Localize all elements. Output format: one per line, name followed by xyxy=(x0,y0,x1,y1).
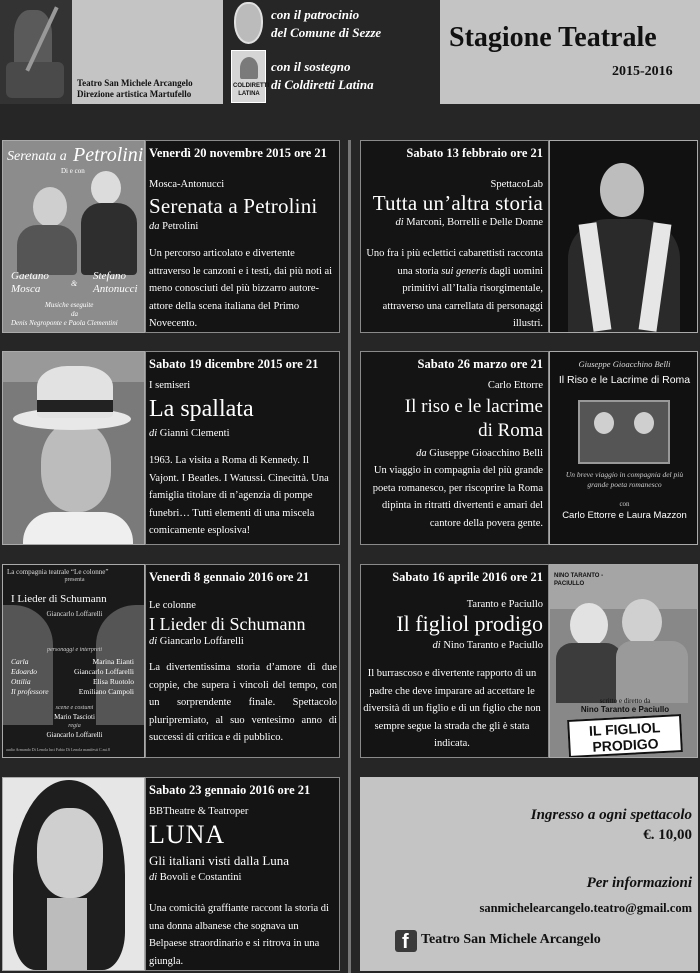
show-description: Una comicità graffiante raccont la storia di una donna albanese che sognava un Belpaese straordinario e si ritrova in una giungla. xyxy=(149,903,329,967)
show-description: Un percorso articolato e divertente attraverso le canzoni e i testi, dai più noti ai meno conosciuti del più bizzarro autore-attore della scena italiana del Primo Novecento. xyxy=(149,248,333,330)
entry-label: Ingresso a ogni spettacolo xyxy=(530,807,692,823)
info-box xyxy=(360,777,698,971)
show-panel-il-figliol-prodigo xyxy=(360,564,549,758)
show-description: Un viaggio in compagnia del più grande poeta romanesco, per riscoprire la Roma dipinta in ritratti divertenti e amari del cantore della povera gente. xyxy=(372,465,543,529)
support-line-1: con il sostegno xyxy=(271,59,351,74)
lieder-di-schumann-poster: La compagnia teatrale “Le colonne” presenta I Lieder di Schumann Giancarlo Loffarelli personaggi e interpreti Carla Edoardo Ottilia Il professore Marina Eianti Giancarlo Loffarelli Elisa Ruotolo Emiliano Campoli scene e costumi Mario Tascioti regia Giancarlo Loffarelli audio Armando Di Lenola luci Fabio Di Lenola manifesti C.mi.8 xyxy=(2,564,145,758)
show-author: di Marconi, Borrelli e Delle Donne xyxy=(395,217,543,228)
show-description: Il burrascoso e divertente rapporto di un padre che deve imparare ad accettare le diversità di un figlio e di un figlio che non sempre segue la strada che gli è stata indicata. xyxy=(363,668,541,750)
show-panel-il-riso-e-le-lacrime xyxy=(360,351,549,545)
sezze-coat-of-arms-icon xyxy=(234,2,263,44)
show-title: LUNA xyxy=(149,820,226,849)
column-divider xyxy=(348,140,351,973)
petrolini-poster: Serenata a Petrolini Di e con Gaetano Mosca & Stefano Antonucci Musiche eseguite da Denis Negroponte e Paola Clementini xyxy=(2,140,145,333)
show-title: Serenata a Petrolini xyxy=(149,194,318,218)
show-author: da Giuseppe Gioacchino Belli xyxy=(416,448,543,459)
show-producer: I semiseri xyxy=(149,380,191,391)
show-date: Sabato 16 aprile 2016 ore 21 xyxy=(392,570,543,584)
show-panel-tutta-un-altra-storia xyxy=(360,140,549,333)
il-figliol-prodigo-poster: NINO TARANTO - PACIULLO scritto e diretto da Nino Taranto e Paciullo IL FIGLIOL PRODIGO xyxy=(549,564,698,758)
show-producer: BBTheatre & Teatroper xyxy=(149,806,249,817)
show-panel-petrolini xyxy=(145,140,340,333)
show-title: I Lieder di Schumann xyxy=(149,614,306,634)
show-date: Sabato 19 dicembre 2015 ore 21 xyxy=(149,357,319,371)
show-description: La divertentissima storia d’amore di due coppie, che supera i vincoli del tempo, con un sorprendente finale. Spettacolo pluripremiato, al suo ventesimo anno di successi di critica e di pubblico. xyxy=(149,662,337,744)
contact-email[interactable]: sanmichelearcangelo.teatro@gmail.com xyxy=(479,901,692,915)
show-date: Sabato 13 febbraio ore 21 xyxy=(406,146,543,160)
artistic-direction: Direzione artistica Martufello xyxy=(77,89,192,99)
show-date: Venerdì 8 gennaio 2016 ore 21 xyxy=(149,570,310,584)
show-title: Il figliol prodigo xyxy=(396,611,543,636)
show-date: Venerdì 20 novembre 2015 ore 21 xyxy=(149,146,327,160)
show-panel-la-spallata xyxy=(145,351,340,545)
show-panel-lieder-di-schumann xyxy=(145,564,340,758)
show-author: di Nino Taranto e Paciullo xyxy=(432,640,543,651)
show-producer: Carlo Ettorre xyxy=(487,380,543,391)
show-author: da Petrolini xyxy=(149,221,199,232)
show-producer: Mosca-Antonucci xyxy=(149,179,225,190)
saint-michael-image xyxy=(0,0,72,104)
show-author: di Gianni Clementi xyxy=(149,428,230,439)
show-producer: Le colonne xyxy=(149,600,196,611)
show-panel-luna xyxy=(145,777,340,971)
facebook-icon[interactable]: f xyxy=(395,930,417,952)
facebook-page-link[interactable]: Teatro San Michele Arcangelo xyxy=(421,932,601,947)
theatre-name: Teatro San Michele Arcangelo xyxy=(77,78,193,88)
ticket-price: €. 10,00 xyxy=(643,827,692,843)
show-title-line-2: di Roma xyxy=(478,420,543,441)
support-line-2: di Coldiretti Latina xyxy=(271,77,374,92)
show-description: 1963. La visita a Roma di Kennedy. Il Vajont. I Beatles. I Watussi. Cinecittà. Una famiglia titolare di n’agenzia di pompe funebri… Tutti elementi di una miscela comicamente esplosiva! xyxy=(149,455,329,537)
la-spallata-photo xyxy=(2,351,145,545)
show-date: Sabato 23 gennaio 2016 ore 21 xyxy=(149,783,311,797)
patronage-line-2: del Comune di Sezze xyxy=(271,25,382,40)
season-title: Stagione Teatrale xyxy=(449,22,657,53)
show-subtitle: Gli italiani visti dalla Luna xyxy=(149,853,290,868)
show-author: di Bovoli e Costantini xyxy=(149,872,242,883)
show-title: La spallata xyxy=(149,396,254,422)
tutta-un-altra-storia-photo xyxy=(549,140,698,333)
show-producer: SpettacoLab xyxy=(490,179,543,190)
info-label: Per informazioni xyxy=(586,875,692,891)
show-description: Uno fra i più eclettici cabarettisti racconta una storia sui generis dagli uomini primitivi all’Italia risorgimentale, attraverso una carrellata di personaggi illustri. xyxy=(366,248,543,330)
patronage-line-1: con il patrocinio xyxy=(271,7,360,22)
show-title: Tutta un’altra storia xyxy=(372,191,543,215)
show-author: di Giancarlo Loffarelli xyxy=(149,636,244,647)
luna-photo xyxy=(2,777,145,971)
season-years: 2015-2016 xyxy=(612,64,673,79)
show-producer: Taranto e Paciullo xyxy=(466,599,543,610)
coldiretti-logo-icon: COLDIRETTI LATINA xyxy=(231,50,266,103)
show-title-line-1: Il riso e le lacrime xyxy=(404,396,543,417)
show-date: Sabato 26 marzo ore 21 xyxy=(417,357,543,371)
il-riso-e-le-lacrime-poster: Giuseppe Gioacchino Belli Il Riso e le Lacrime di Roma Un breve viaggio in compagnia del più grande poeta romanesco con Carlo Ettorre e Laura Mazzon xyxy=(549,351,698,545)
